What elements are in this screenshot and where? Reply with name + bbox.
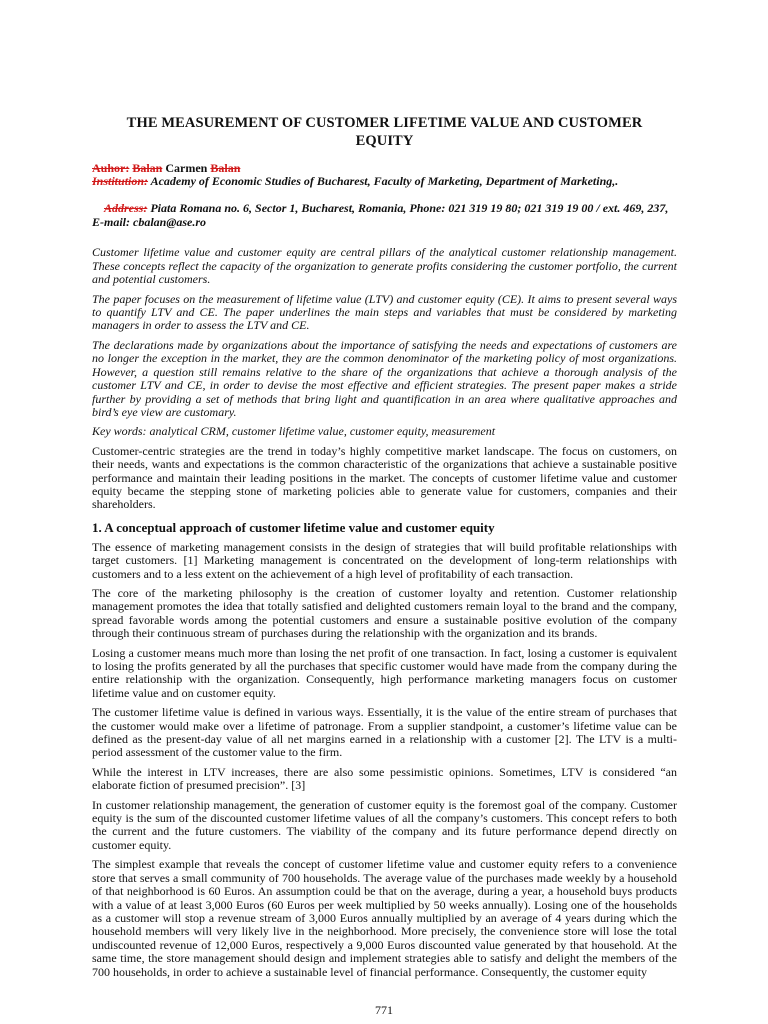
body-paragraph: The simplest example that reveals the concept of customer lifetime value and customer equity refers to a convenience store that serves a small community of 700 households. The average value of the purchases made weekly by a household of that neighborhood is 60 Euros. An assumption could be that on the average, during a year, a household buys products with a value of at least 3,000 Euros (60 Euros per week multiplied by 50 weeks annually). Losing one of the households as a customer will stop a revenue stream of 3,000 Euros annually multiplied by an average of 4 years during which the household members will very likely live in the neighborhood. More precisely, the convenience store will lose the total undiscounted revenue of 12,000 Euros, respectively a 9,000 Euros discounted value generated by that household. At the same time, the store management should design and implement strategies able to satisfy and delight the members of the 700 households, in order to achieve a sustainable level of financial performance. Consequently, the customer equity [92,857,677,979]
section-heading: 1. A conceptual approach of customer lifetime value and customer equity [92,519,495,535]
address-label: Address: [104,201,148,216]
body-paragraph: The essence of marketing management consists in the design of strategies that will build profitable relationships with target customers. [1] Marketing management is concentrated on the development of long-term relationships with customers and to a less extent on the achievement of a high level of profitability of each transaction. [92,539,677,581]
keywords: Key words: analytical CRM, customer lifetime value, customer equity, measurement [92,424,496,439]
author-label: Auhor: [92,161,130,175]
body-paragraph: The core of the marketing philosophy is the creation of customer loyalty and retention. Customer relationship management promotes the idea that totally satisfied and delighted customers remain loyal to the brand and the company, spread favorable words among the potential customers and ensure a sustainable positive evolution of the company through their continuous stream of purchases during the relationship with the organization and its brands. [92,585,677,641]
author-deleted-last: Balan [210,161,241,175]
author-deleted-first: Balan [132,161,163,175]
author-line [92,162,677,175]
author-name: Carmen [162,161,211,175]
body-paragraph: While the interest in LTV increases, there are also some pessimistic opinions. Sometimes, LTV is considered “an elaborate fiction of presumed precision”. [3] [92,764,677,793]
paper-title: THE MEASUREMENT OF CUSTOMER LIFETIME VALUE AND CUSTOMER EQUITY [126,115,643,149]
paper-page [92,114,699,985]
body-paragraph: In customer relationship management, the generation of customer equity is the foremost goal of the company. Customer equity is the sum of the discounted customer lifetime values of all the company’s customers. This concept refers to both the current and the future customers. The viability of the company and its future performance depend directly on customer equity. [92,797,677,852]
institution-text: Academy of Economic Studies of Bucharest, Faculty of Marketing, Department of Marketing,. [148,174,619,189]
address-text: Piata Romana no. 6, Sector 1, Bucharest, Romania, Phone: 021 319 19 80; 021 319 19 00 / ext. 469, 237, E-mail: cbalan@ase.ro [92,201,699,229]
abstract-paragraph: The paper focuses on the measurement of lifetime value (LTV) and customer equity (CE). It aims to present several ways to quantify LTV and CE. The paper underlines the main steps and variables that must be considered by marketing managers in order to assess the LTV and CE. [92,291,677,333]
body-paragraph: Losing a customer means much more than losing the net profit of one transaction. In fact, losing a customer is equivalent to losing the profits generated by all the purchases that specific customer would have made from the company during the entire relationship with the organization. Consequently, high performance marketing managers focus on customer lifetime value and on customer equity. [92,645,677,700]
intro-paragraph: Customer-centric strategies are the trend in today’s highly competitive market landscape. The focus on customers, on their needs, wants and expectations is the common characteristic of the organizations that achieve a sustainable positive performance and maintain their leading positions in the market. The concepts of customer lifetime value and customer equity became the stepping stone of marketing policies able to generate value for customers, companies and their shareholders. [92,443,677,512]
abstract-paragraph: The declarations made by organizations about the importance of satisfying the needs and expectations of customers are no longer the exception in the market, they are the common denominator of the marketing policy of most organizations. However, a question still remains relative to the share of the organizations that achieve a thorough analysis of the customer LTV and CE, in order to devise the most effective and efficient strategies. The present paper makes a stride further by providing a set of methods that bring light and quantification in an area where qualitative approaches and bird’s eye view are customary. [92,337,677,419]
body-paragraph: The customer lifetime value is defined in various ways. Essentially, it is the value of the entire stream of purchases that the customer would make over a lifetime of patronage. From a supplier standpoint, a customer’s lifetime value can be defined as the present-day value of all net margins earned in a relationship with a customer [2]. The LTV is a multi-period assessment of the customer value to the firm. [92,705,677,760]
page-number: 771 [375,1003,393,1017]
institution-label: Institution: [92,174,149,189]
abstract-paragraph: Customer lifetime value and customer equity are central pillars of the analytical customer relationship management. These concepts reflect the capacity of the organization to generate profits considering the customer portfolio, the current and potential customers. [92,245,677,287]
institution-line [92,175,677,188]
address-line [92,189,699,243]
